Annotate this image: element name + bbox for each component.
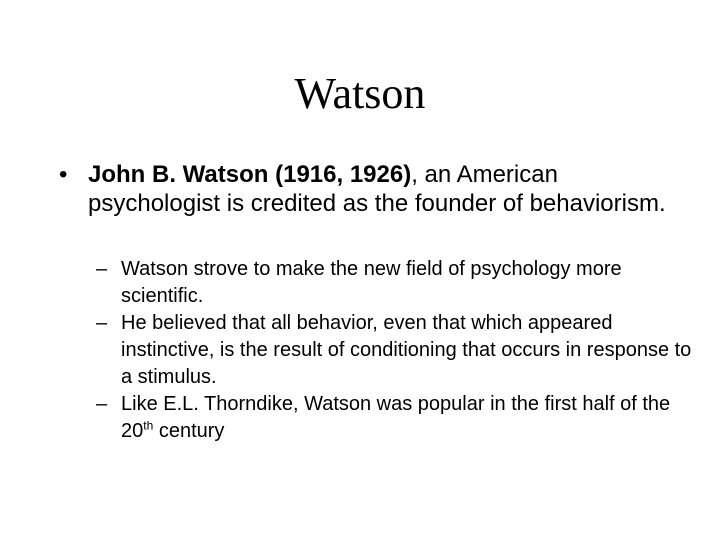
- main-bullet-bold-text: John B. Watson (1916, 1926): [88, 161, 412, 188]
- sub-bullet-list: [96, 256, 696, 445]
- sub-bullet-text-before: Like E.L. Thorndike, Watson was popular in the first half of the 20: [121, 393, 671, 442]
- sub-bullet-text: Watson strove to make the new field of psychology more scientific.: [121, 258, 622, 307]
- dash-marker: –: [96, 393, 108, 415]
- sub-bullet-text-after: century: [153, 420, 225, 442]
- sub-bullet-text: He believed that all behavior, even that which appeared instinctive, is the result of conditioning that occurs in response to a stimulus.: [121, 312, 692, 388]
- bullet-marker: •: [59, 161, 68, 188]
- superscript-text: th: [143, 418, 154, 433]
- sub-bullet-2: [96, 310, 696, 391]
- sub-bullet-text: [121, 391, 696, 445]
- dash-marker: –: [96, 258, 108, 280]
- sub-bullet-1: [96, 256, 696, 310]
- sub-bullet-3: [96, 391, 696, 445]
- main-bullet-rest-text: , an American psychologist is credited as the founder of behaviorism.: [88, 161, 666, 217]
- main-bullet-text: [88, 160, 679, 218]
- dash-marker: –: [96, 312, 108, 334]
- main-bullet: [59, 160, 679, 218]
- slide-title: Watson: [294, 69, 426, 118]
